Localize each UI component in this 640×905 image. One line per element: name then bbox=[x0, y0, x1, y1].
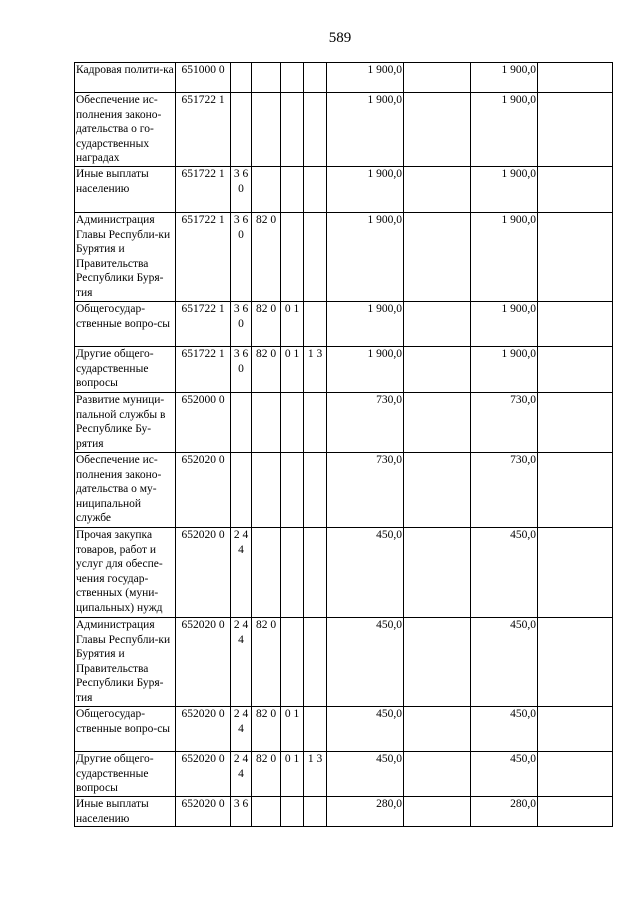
administrator-code-cell: 82 0 bbox=[252, 707, 281, 752]
amount-total-cell: 450,0 bbox=[471, 528, 538, 618]
subsection-code-cell bbox=[304, 453, 327, 528]
row-name-cell: Администрация Главы Республи-ки Бурятия и Правительства Республики Буря-тия bbox=[75, 618, 176, 707]
amount-cell: 450,0 bbox=[327, 752, 404, 797]
amount-total-cell: 1 900,0 bbox=[471, 347, 538, 393]
subsection-code-cell bbox=[304, 302, 327, 347]
table-row bbox=[75, 393, 613, 453]
row-name-cell: Обеспечение ис-полнения законо-дательства о му-ниципальной службе bbox=[75, 453, 176, 528]
empty-cell bbox=[538, 302, 613, 347]
target-code-cell: 651722 1 bbox=[176, 167, 231, 213]
subsection-code-cell bbox=[304, 63, 327, 93]
amount-cell: 1 900,0 bbox=[327, 93, 404, 167]
empty-cell bbox=[404, 63, 471, 93]
section-code-cell bbox=[281, 453, 304, 528]
amount-cell: 1 900,0 bbox=[327, 63, 404, 93]
amount-total-cell: 1 900,0 bbox=[471, 213, 538, 302]
target-code-cell: 652020 0 bbox=[176, 618, 231, 707]
row-name-cell: Обеспечение ис-полнения законо-дательства о го-сударственных наградах bbox=[75, 93, 176, 167]
row-name-cell: Иные выплаты населению bbox=[75, 167, 176, 213]
expense-type-cell: 2 4 4 bbox=[231, 528, 252, 618]
administrator-code-cell bbox=[252, 93, 281, 167]
section-code-cell bbox=[281, 63, 304, 93]
subsection-code-cell bbox=[304, 393, 327, 453]
administrator-code-cell bbox=[252, 63, 281, 93]
expense-type-cell bbox=[231, 393, 252, 453]
amount-cell: 1 900,0 bbox=[327, 167, 404, 213]
administrator-code-cell: 82 0 bbox=[252, 752, 281, 797]
amount-cell: 280,0 bbox=[327, 797, 404, 827]
administrator-code-cell bbox=[252, 167, 281, 213]
section-code-cell: 0 1 bbox=[281, 707, 304, 752]
subsection-code-cell bbox=[304, 213, 327, 302]
amount-cell: 730,0 bbox=[327, 393, 404, 453]
empty-cell bbox=[404, 453, 471, 528]
amount-total-cell: 1 900,0 bbox=[471, 167, 538, 213]
empty-cell bbox=[538, 528, 613, 618]
empty-cell bbox=[538, 167, 613, 213]
empty-cell bbox=[404, 302, 471, 347]
row-name-cell: Другие общего-сударственные вопросы bbox=[75, 347, 176, 393]
table-row bbox=[75, 347, 613, 393]
target-code-cell: 651000 0 bbox=[176, 63, 231, 93]
page-number: 589 bbox=[328, 30, 352, 46]
section-code-cell bbox=[281, 797, 304, 827]
administrator-code-cell bbox=[252, 393, 281, 453]
table-row bbox=[75, 528, 613, 618]
target-code-cell: 652020 0 bbox=[176, 752, 231, 797]
row-name-cell: Другие общего-сударственные вопросы bbox=[75, 752, 176, 797]
subsection-code-cell bbox=[304, 618, 327, 707]
expense-type-cell: 2 4 4 bbox=[231, 707, 252, 752]
row-name-cell: Развитие муници-пальной службы в Республике Бу-рятия bbox=[75, 393, 176, 453]
target-code-cell: 652000 0 bbox=[176, 393, 231, 453]
target-code-cell: 651722 1 bbox=[176, 93, 231, 167]
row-name-cell: Общегосудар-ственные вопро-сы bbox=[75, 707, 176, 752]
section-code-cell bbox=[281, 528, 304, 618]
amount-total-cell: 730,0 bbox=[471, 453, 538, 528]
empty-cell bbox=[404, 528, 471, 618]
administrator-code-cell bbox=[252, 453, 281, 528]
administrator-code-cell bbox=[252, 528, 281, 618]
amount-cell: 1 900,0 bbox=[327, 347, 404, 393]
subsection-code-cell: 1 3 bbox=[304, 752, 327, 797]
empty-cell bbox=[404, 93, 471, 167]
table-row bbox=[75, 797, 613, 827]
table-row bbox=[75, 93, 613, 167]
subsection-code-cell bbox=[304, 528, 327, 618]
empty-cell bbox=[538, 93, 613, 167]
target-code-cell: 651722 1 bbox=[176, 347, 231, 393]
empty-cell bbox=[404, 213, 471, 302]
administrator-code-cell bbox=[252, 797, 281, 827]
empty-cell bbox=[538, 752, 613, 797]
amount-total-cell: 1 900,0 bbox=[471, 63, 538, 93]
target-code-cell: 651722 1 bbox=[176, 213, 231, 302]
section-code-cell bbox=[281, 213, 304, 302]
amount-total-cell: 450,0 bbox=[471, 707, 538, 752]
amount-cell: 730,0 bbox=[327, 453, 404, 528]
empty-cell bbox=[538, 707, 613, 752]
table-row bbox=[75, 618, 613, 707]
amount-total-cell: 1 900,0 bbox=[471, 302, 538, 347]
subsection-code-cell: 1 3 bbox=[304, 347, 327, 393]
budget-table bbox=[74, 62, 613, 827]
expense-type-cell bbox=[231, 63, 252, 93]
amount-cell: 450,0 bbox=[327, 528, 404, 618]
expense-type-cell: 3 6 0 bbox=[231, 167, 252, 213]
expense-type-cell bbox=[231, 93, 252, 167]
administrator-code-cell: 82 0 bbox=[252, 213, 281, 302]
target-code-cell: 652020 0 bbox=[176, 707, 231, 752]
expense-type-cell: 3 6 0 bbox=[231, 347, 252, 393]
amount-cell: 450,0 bbox=[327, 707, 404, 752]
amount-cell: 1 900,0 bbox=[327, 213, 404, 302]
table-row bbox=[75, 752, 613, 797]
target-code-cell: 652020 0 bbox=[176, 453, 231, 528]
expense-type-cell: 3 6 0 bbox=[231, 302, 252, 347]
empty-cell bbox=[404, 752, 471, 797]
section-code-cell bbox=[281, 393, 304, 453]
expense-type-cell: 2 4 4 bbox=[231, 618, 252, 707]
administrator-code-cell: 82 0 bbox=[252, 618, 281, 707]
target-code-cell: 652020 0 bbox=[176, 797, 231, 827]
expense-type-cell bbox=[231, 453, 252, 528]
table-row bbox=[75, 453, 613, 528]
empty-cell bbox=[404, 393, 471, 453]
expense-type-cell: 3 6 bbox=[231, 797, 252, 827]
empty-cell bbox=[538, 213, 613, 302]
subsection-code-cell bbox=[304, 167, 327, 213]
section-code-cell bbox=[281, 167, 304, 213]
row-name-cell: Иные выплаты населению bbox=[75, 797, 176, 827]
subsection-code-cell bbox=[304, 93, 327, 167]
amount-cell: 450,0 bbox=[327, 618, 404, 707]
amount-total-cell: 450,0 bbox=[471, 752, 538, 797]
row-name-cell: Общегосудар-ственные вопро-сы bbox=[75, 302, 176, 347]
amount-total-cell: 1 900,0 bbox=[471, 93, 538, 167]
empty-cell bbox=[404, 167, 471, 213]
empty-cell bbox=[538, 797, 613, 827]
section-code-cell: 0 1 bbox=[281, 347, 304, 393]
table-row bbox=[75, 302, 613, 347]
amount-total-cell: 280,0 bbox=[471, 797, 538, 827]
administrator-code-cell: 82 0 bbox=[252, 347, 281, 393]
section-code-cell: 0 1 bbox=[281, 752, 304, 797]
table-row bbox=[75, 213, 613, 302]
empty-cell bbox=[404, 707, 471, 752]
empty-cell bbox=[404, 347, 471, 393]
target-code-cell: 651722 1 bbox=[176, 302, 231, 347]
empty-cell bbox=[538, 347, 613, 393]
row-name-cell: Прочая закупка товаров, работ и услуг для обеспе-чения государ-ственных (муни-ципальных) нужд bbox=[75, 528, 176, 618]
row-name-cell: Администрация Главы Республи-ки Бурятия и Правительства Республики Буря-тия bbox=[75, 213, 176, 302]
administrator-code-cell: 82 0 bbox=[252, 302, 281, 347]
subsection-code-cell bbox=[304, 707, 327, 752]
expense-type-cell: 3 6 0 bbox=[231, 213, 252, 302]
table-row bbox=[75, 707, 613, 752]
amount-total-cell: 730,0 bbox=[471, 393, 538, 453]
row-name-cell: Кадровая полити-ка bbox=[75, 63, 176, 93]
empty-cell bbox=[538, 453, 613, 528]
subsection-code-cell bbox=[304, 797, 327, 827]
empty-cell bbox=[538, 393, 613, 453]
empty-cell bbox=[538, 618, 613, 707]
empty-cell bbox=[404, 618, 471, 707]
amount-total-cell: 450,0 bbox=[471, 618, 538, 707]
target-code-cell: 652020 0 bbox=[176, 528, 231, 618]
budget-table-body bbox=[75, 63, 613, 827]
section-code-cell bbox=[281, 618, 304, 707]
table-row bbox=[75, 167, 613, 213]
empty-cell bbox=[404, 797, 471, 827]
table-row bbox=[75, 63, 613, 93]
expense-type-cell: 2 4 4 bbox=[231, 752, 252, 797]
empty-cell bbox=[538, 63, 613, 93]
section-code-cell bbox=[281, 93, 304, 167]
amount-cell: 1 900,0 bbox=[327, 302, 404, 347]
section-code-cell: 0 1 bbox=[281, 302, 304, 347]
